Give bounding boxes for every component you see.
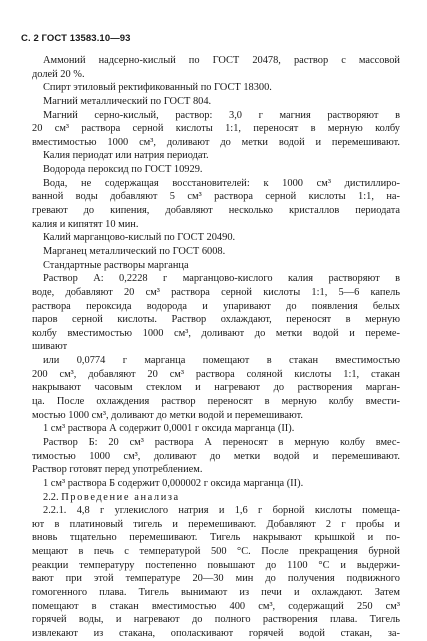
text-line: ца. После охлаждения раствор переносят в мерную колбу вмести- xyxy=(32,396,400,408)
text-line: 20 см³ раствора серной кислоты 1:1, переносят в мерную колбу xyxy=(32,123,400,135)
text-line: ванной воды добавляют 5 см³ раствора серной кислоты 1:1, на- xyxy=(32,191,400,203)
text-line: Раствор готовят перед употреблением. xyxy=(32,464,203,476)
text-line: извлекают из стакана, ополаскивают горячей водой стакан, за- xyxy=(32,627,400,639)
text-line: Водорода пероксид по ГОСТ 10929. xyxy=(43,164,203,176)
text-line: 1 см³ раствора Б содержит 0,000002 г оксида марганца (II). xyxy=(43,477,304,489)
text-line: вместимостью 1000 см³, доливают до метки водой и перемешивают. xyxy=(32,136,400,148)
text-line: Марганец металлический по ГОСТ 6008. xyxy=(43,245,226,257)
text-line: Раствор А: 0,2228 г марганцово-кислого калия растворяют в xyxy=(43,273,400,285)
text-line: мещают в печь с температурой 500 °С. После прекращения бурной xyxy=(32,546,400,558)
text-line: калия и кипятят 10 мин. xyxy=(32,218,139,230)
text-line: Магний серно-кислый, раствор: 3,0 г магния растворяют в xyxy=(43,109,400,121)
text-line: воде, добавляют 20 см³ раствора серной кислоты 1:1, 5—6 капель xyxy=(32,286,400,298)
text-line: колбу вместимостью 1000 см³, доливают до метки водой и переме- xyxy=(32,327,400,339)
text-line: Магний металлический по ГОСТ 804. xyxy=(43,95,212,107)
text-line: горячей воды, и нагревают до полного растворения плава. Тигель xyxy=(32,614,400,626)
text-line: Калий марганцово-кислый по ГОСТ 20490. xyxy=(43,232,236,244)
text-line: долей 20 %. xyxy=(32,68,85,80)
text-line: Калия периодат или натрия периодат. xyxy=(43,150,209,162)
text-line: вновь тщательно перемешивают. Тигель накрывают крышкой и по- xyxy=(32,532,400,544)
document-body xyxy=(32,54,400,641)
text-line: помещают в стакан вместимостью 400 см³, содержащий 250 см³ xyxy=(32,600,400,612)
text-line: тимостью 1000 см³, доливают до метки водой и перемешивают. xyxy=(32,450,400,462)
text-line: вают при этой температуре 20—30 мин до получения подвижного xyxy=(32,573,400,585)
text-line: паров серной кислоты. Раствор охлаждают, переносят в мерную xyxy=(32,314,400,326)
text-line: раствора пероксида водорода и упаривают до появления белых xyxy=(32,300,400,312)
text-line: ют в платиновый тигель и перемешивают. Добавляют 2 г пробы и xyxy=(32,518,400,530)
text-line: Стандартные растворы марганца xyxy=(43,259,189,271)
text-line: гревают до кипения, добавляют несколько кристаллов периодата xyxy=(32,205,400,217)
text-line: реакции температуру постепенно повышают до 1100 °С и выдержи- xyxy=(32,559,400,571)
text-line: гомогенного плава. Тигель вынимают из печи и охлаждают. Затем xyxy=(32,586,400,598)
text-line: Аммоний надсерно-кислый по ГОСТ 20478, раствор с массовой xyxy=(43,55,400,66)
text-line: накрывают часовым стеклом и нагревают до растворения марган- xyxy=(32,382,400,394)
text-line: 2.2. Проведение анализа xyxy=(43,491,180,503)
text-line: 200 см³, добавляют 20 см³ раствора соляной кислоты 1:1, стакан xyxy=(32,368,400,380)
page-header: С. 2 ГОСТ 13583.10—93 xyxy=(21,33,131,44)
text-line: мостью 1000 см³, доливают до метки водой и перемешивают. xyxy=(32,409,304,421)
text-line: шивают xyxy=(32,341,68,353)
text-line: 1 см³ раствора А содержит 0,0001 г оксида марганца (II). xyxy=(43,423,295,435)
text-line: Раствор Б: 20 см³ раствора А переносят в мерную колбу вмес- xyxy=(43,436,400,448)
text-line: Вода, не содержащая восстановителей: к 1000 см³ дистиллиро- xyxy=(43,177,400,189)
text-line: 2.2.1. 4,8 г углекислого натрия и 1,6 г борной кислоты помеща- xyxy=(43,505,400,517)
text-line: Спирт этиловый ректификованный по ГОСТ 18300. xyxy=(43,82,272,94)
text-line: или 0,0774 г марганца помещают в стакан вместимостью xyxy=(43,355,400,367)
